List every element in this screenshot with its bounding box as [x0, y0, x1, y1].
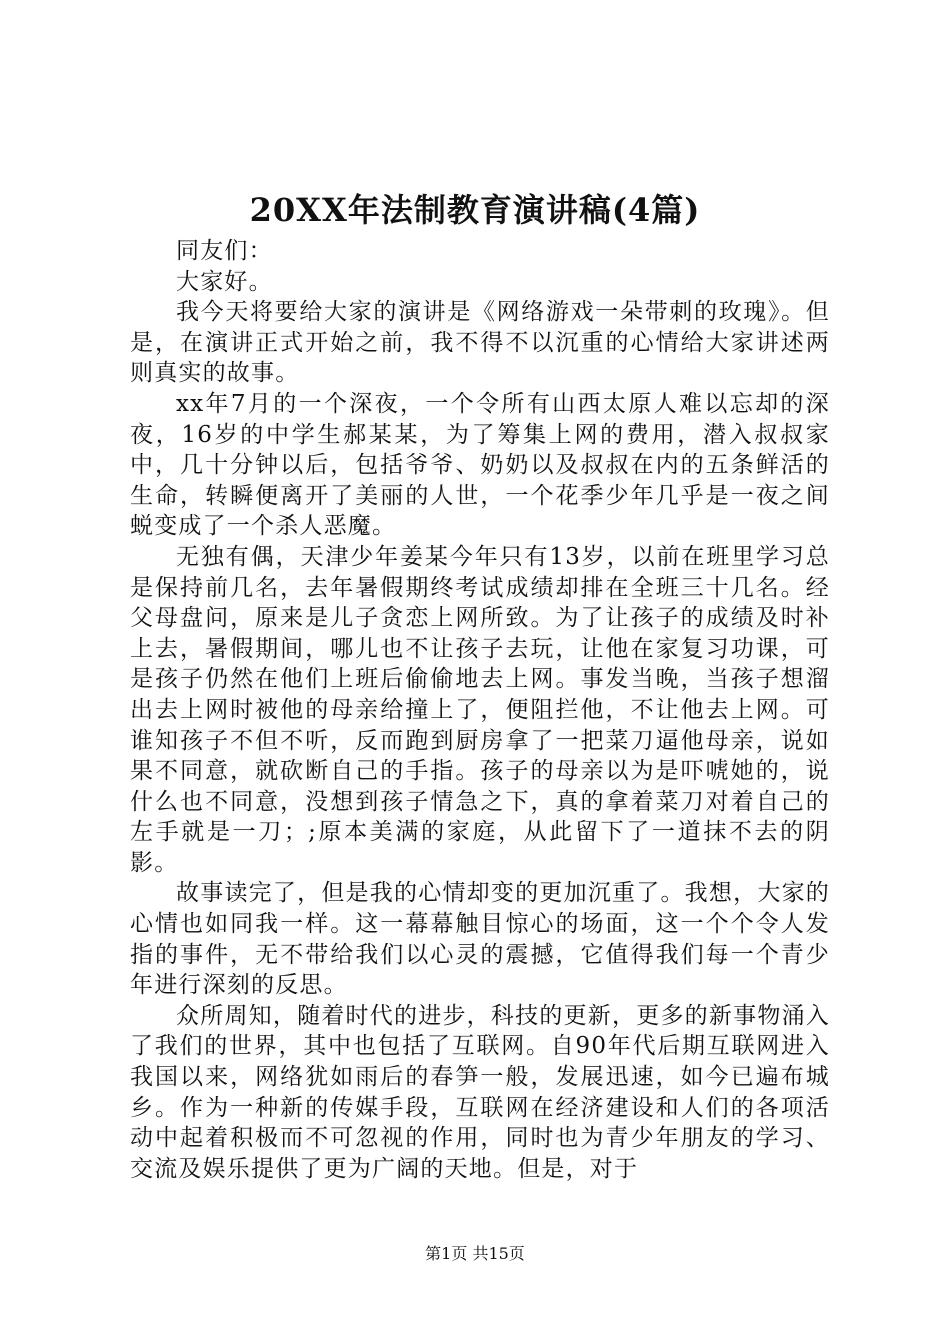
paragraph-intro: 我今天将要给大家的演讲是《网络游戏一朵带刺的玫瑰》。但是，在演讲正式开始之前，我不得不以沉重的心情给大家讲述两则真实的故事。 [130, 299, 830, 387]
paragraph-story-two: 无独有偶，天津少年姜某今年只有13岁，以前在班里学习总是保持前几名，去年暑假期终考试成绩却排在全班三十几名。经父母盘问，原来是儿子贪恋上网所致。为了让孩子的成绩及时补上去，暑假期间，哪儿也不让孩子去玩，让他在家复习功课，可是孩子仍然在他们上班后偷偷地去上网。事发当晚，当孩子想溜出去上网时被他的母亲给撞上了，便阻拦他，不让他去上网。可谁知孩子不但不听，反而跑到厨房拿了一把菜刀逼他母亲，说如果不同意，就砍断自己的手指。孩子的母亲以为是吓唬她的，说什么也不同意，没想到孩子情急之下，真的拿着菜刀对着自己的左手就是一刀；;原本美满的家庭，从此留下了一道抹不去的阴影。 [130, 543, 830, 876]
paragraph-reflection: 故事读完了，但是我的心情却变的更加沉重了。我想，大家的心情也如同我一样。这一幕幕触目惊心的场面，这一个个令人发指的事件，无不带给我们以心灵的震撼，它值得我们每一个青少年进行深刻的反思。 [130, 880, 830, 999]
document-title: 20XX年法制教育演讲稿(4篇) [249, 191, 701, 229]
page-footer: 第1页 共15页 [425, 1244, 525, 1263]
document-body [130, 236, 830, 1184]
paragraph-greeting: 同友们： [176, 238, 273, 264]
paragraph-salutation: 大家好。 [176, 268, 273, 295]
paragraph-story-one: xx年7月的一个深夜，一个令所有山西太原人难以忘却的深夜，16岁的中学生郝某某，为了筹集上网的费用，潜入叔叔家中，几十分钟以后，包括爷爷、奶奶以及叔叔在内的五条鲜活的生命，转瞬便离开了美丽的人世，一个花季少年几乎是一夜之间蜕变成了一个杀人恶魔。 [130, 390, 830, 540]
paragraph-internet: 众所周知，随着时代的进步，科技的更新，更多的新事物涌入了我们的世界，其中也包括了互联网。自90年代后期互联网进入我国以来，网络犹如雨后的春笋一般，发展迅速，如今已遍布城乡。作为一种新的传媒手段，互联网在经济建设和人们的各项活动中起着积极而不可忽视的作用，同时也为青少年朋友的学习、交流及娱乐提供了更为广阔的天地。但是，对于 [130, 1002, 830, 1182]
